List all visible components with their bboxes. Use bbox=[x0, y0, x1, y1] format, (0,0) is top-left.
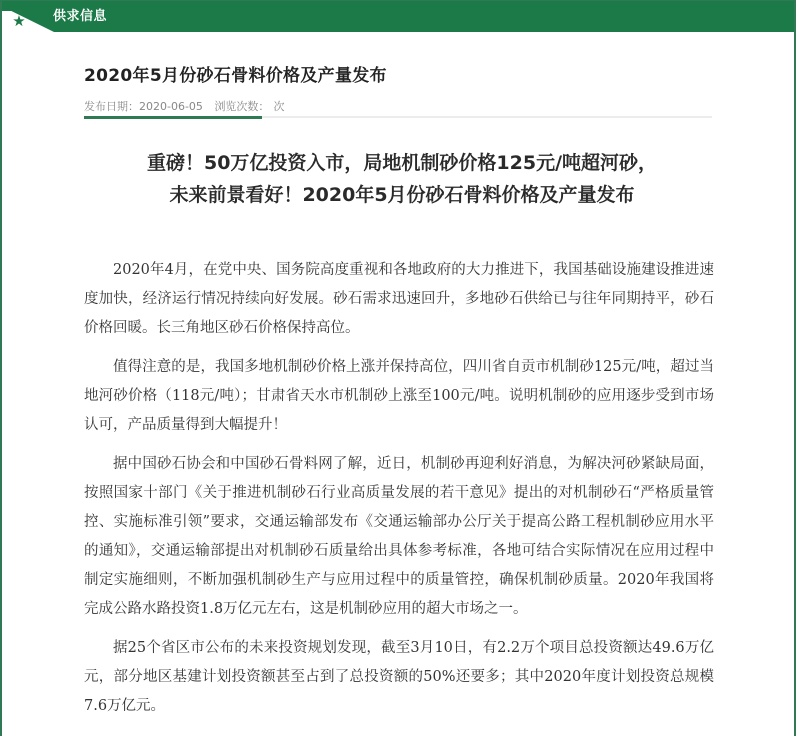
publish-date bbox=[84, 100, 203, 113]
star-icon: ★ bbox=[12, 12, 26, 30]
view-count-label: 浏览次数： bbox=[214, 100, 270, 113]
headline-line-2: 未来前景看好！2020年5月份砂石骨料价格及产量发布 bbox=[169, 184, 635, 206]
paragraph: 据25个省区市公布的未来投资规划发现，截至3月10日，有2.2万个项目总投资额达49.6万亿元，部分地区基建计划投资额甚至占到了总投资额的50%还要多；其中2020年度计划投资总规模7.6万亿元。 bbox=[84, 640, 714, 714]
view-count-unit: 次 bbox=[273, 100, 285, 113]
article-body bbox=[84, 256, 714, 731]
title-divider-accent bbox=[84, 116, 262, 119]
header-notch-decoration bbox=[2, 11, 54, 32]
section-title: 供求信息 bbox=[53, 9, 108, 24]
view-count bbox=[214, 100, 284, 113]
article-meta bbox=[84, 98, 292, 114]
paragraph: 据中国砂石协会和中国砂石骨料网了解，近日，机制砂再迎利好消息，为解决河砂紧缺局面，按照国家十部门《关于推进机制砂石行业高质量发展的若干意见》提出的对机制砂石“严格质量管控、实施标准引领”要求，交通运输部发布《交通运输部办公厅关于提高公路工程机制砂应用水平的通知》，交通运输部提出对机制砂石质量给出具体参考标准，各地可结合实际情况在应用过程中制定实施细则，不断加强机制砂生产与应用过程中的质量管控，确保机制砂质量。2020年我国将完成公路水路投资1.8万亿元左右，这是机制砂应用的超大市场之一。 bbox=[84, 456, 714, 617]
section-header bbox=[2, 1, 794, 32]
paragraph: 2020年4月，在党中央、国务院高度重视和各地政府的大力推进下，我国基础设施建设推进速度加快，经济运行情况持续向好发展。砂石需求迅速回升，多地砂石供给已与往年同期持平，砂石价格回暖。长三角地区砂石价格保持高位。 bbox=[84, 262, 714, 336]
paragraph: 值得注意的是，我国多地机制砂价格上涨并保持高位，四川省自贡市机制砂125元/吨，超过当地河砂价格（118元/吨）；甘肃省天水市机制砂上涨至100元/吨。说明机制砂的应用逐步受到市场认可，产品质量得到大幅提升！ bbox=[84, 359, 714, 433]
headline-line-1: 重磅！50万亿投资入市，局地机制砂价格125元/吨超河砂， bbox=[146, 152, 658, 174]
publish-date-value: 2020-06-05 bbox=[139, 100, 203, 113]
publish-date-label: 发布日期： bbox=[84, 100, 139, 113]
article-headline bbox=[82, 147, 722, 211]
article-title: 2020年5月份砂石骨料价格及产量发布 bbox=[84, 66, 387, 86]
